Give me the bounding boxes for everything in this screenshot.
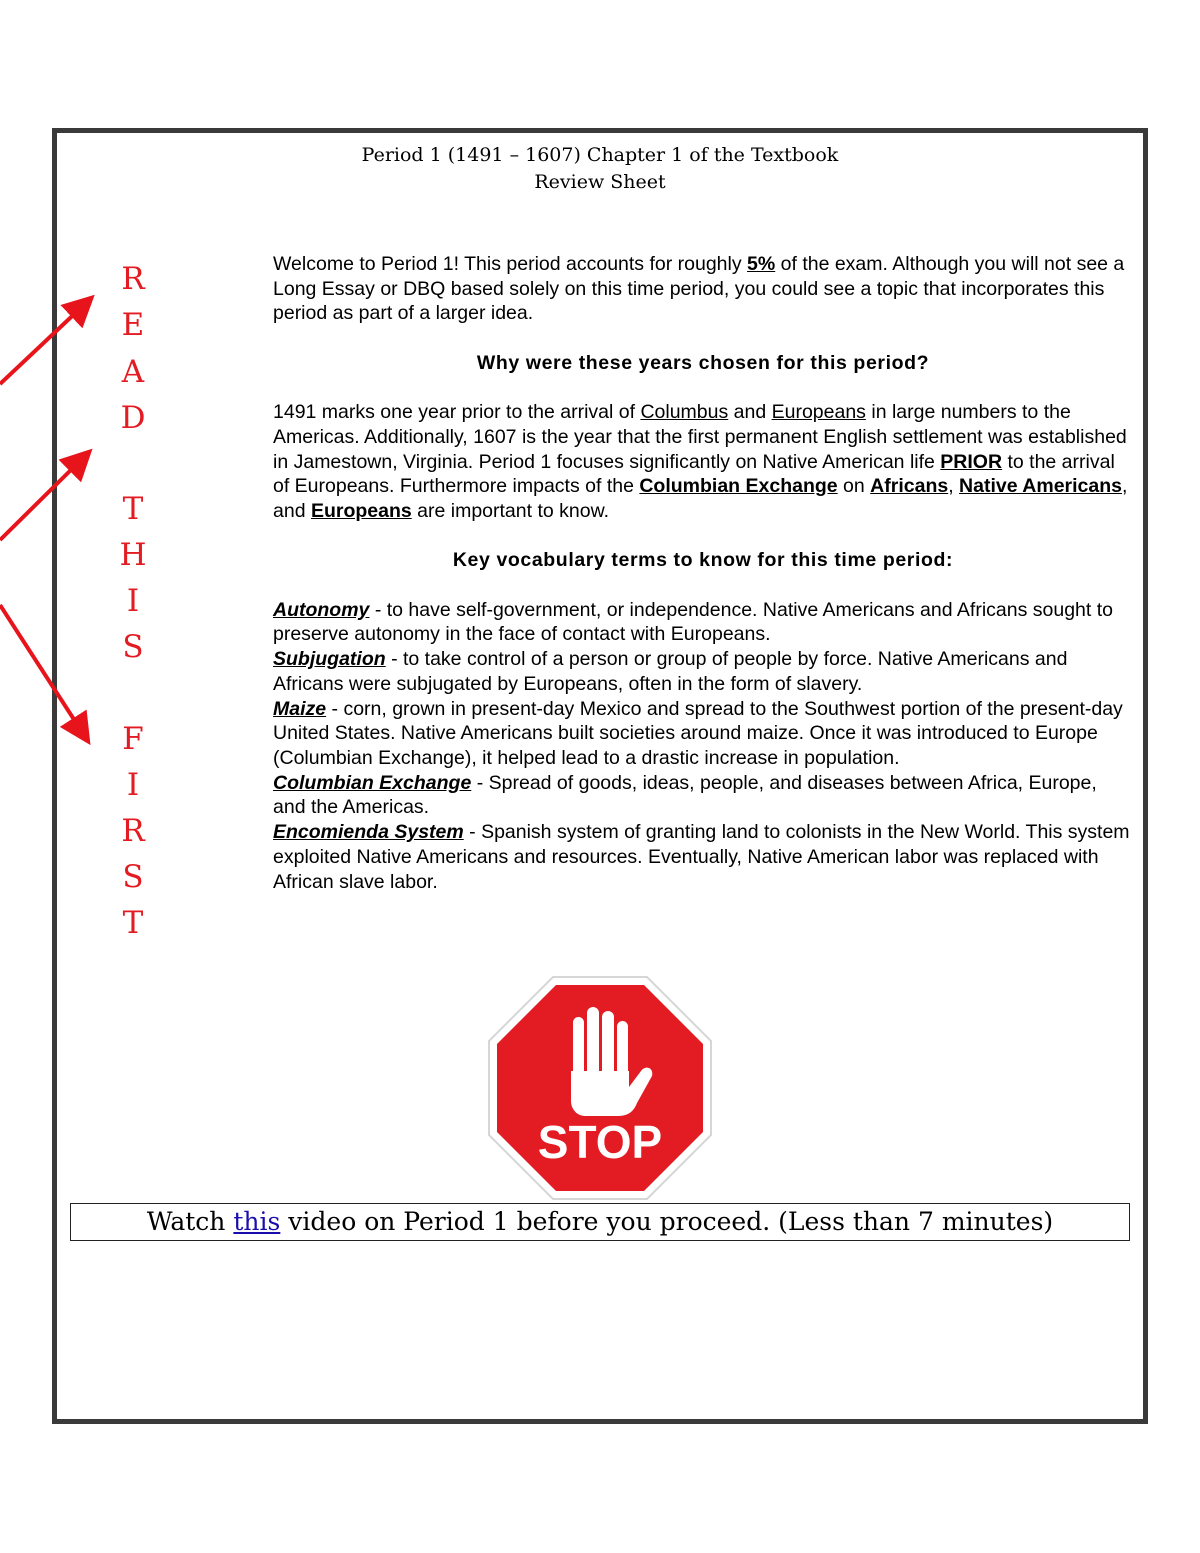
vocab-term: Columbian Exchange: [273, 771, 472, 794]
vocab-heading: Key vocabulary terms to know for this time period:: [452, 549, 954, 572]
exam-percent: 5%: [747, 253, 776, 275]
term-columbian-exchange: Columbian Exchange: [639, 475, 838, 498]
vocab-definition: - Spanish system of granting land to colonists in the New World. This system exploited Native Americans and resources. Eventually, Native American labor was replaced with African slave labor.: [273, 821, 1130, 893]
side-letter: T: [122, 905, 144, 941]
vocab-item: [273, 771, 1133, 820]
arrow-3: [0, 605, 84, 735]
red-arrows: [0, 0, 200, 760]
side-letter: S: [122, 629, 144, 665]
stop-text: STOP: [537, 1116, 663, 1168]
page-title: Period 1 (1491 – 1607) Chapter 1 of the Textbook: [361, 144, 839, 166]
vocab-term: Maize: [273, 697, 327, 720]
review-content: [273, 252, 1133, 894]
term-europeans-bold: Europeans: [310, 500, 412, 522]
page-subtitle: Review Sheet: [534, 171, 666, 193]
question-heading: Why were these years chosen for this period?: [476, 351, 930, 374]
term-columbus: Columbus: [640, 401, 729, 424]
intro-paragraph: Welcome to Period 1! This period accounts for roughly 5% of the exam. Although you will not see a Long Essay or DBQ based solely on this time period, you could see a topic that incorporates this period as part of a larger idea.: [273, 253, 1125, 325]
side-letter: R: [121, 813, 145, 849]
arrow-1: [0, 303, 86, 384]
term-native-americans: Native Americans: [959, 475, 1122, 498]
years-paragraph: 1491 marks one year prior to the arrival of Columbus and Europeans in large numbers to the Americas. Additionally, 1607 is the year that the first permanent English settlement was established in Jamestown, Virginia. Period 1 focuses significantly on Native American life PRIOR to the arrival of Europeans. Furthermore impacts of the Columbian Exchange on Africans, Native Americans, and Europeans are important to know.: [273, 401, 1128, 522]
side-letter: H: [119, 537, 147, 573]
side-letter: T: [122, 491, 144, 527]
side-letter: R: [121, 261, 145, 297]
side-letter: I: [126, 583, 140, 619]
stop-sign-icon: [487, 975, 713, 1201]
term-europeans: Europeans: [771, 401, 866, 424]
side-letter: D: [120, 400, 146, 436]
video-note-box: Watch this video on Period 1 before you proceed. (Less than 7 minutes): [70, 1203, 1130, 1241]
term-africans: Africans: [870, 475, 949, 498]
vocab-item: [273, 697, 1133, 771]
vocab-definition: - to take control of a person or group of people by force. Native Americans and Africans were subjugated by Europeans, often in the form of slavery.: [273, 648, 1068, 695]
vocab-definition: - corn, grown in present-day Mexico and spread to the Southwest portion of the present-day United States. Native Americans built societies around maize. Once it was introduced to Europe (Columbian Exchange), it helped lead to a drastic increase in population.: [273, 697, 1123, 769]
vocab-item: [273, 598, 1133, 647]
side-letter: E: [121, 307, 145, 343]
vocab-term: Subjugation: [273, 648, 386, 671]
side-letter: A: [121, 354, 145, 390]
vocab-term: Autonomy: [273, 598, 370, 621]
video-link[interactable]: this: [233, 1207, 281, 1236]
vocab-definition: - to have self-government, or independence. Native Americans and Africans sought to preserve autonomy in the face of contact with Europeans.: [273, 598, 1113, 646]
term-prior: PRIOR: [940, 450, 1003, 473]
vocab-term: Encomienda System: [273, 821, 464, 844]
vocab-definition: - Spread of goods, ideas, people, and diseases between Africa, Europe, and the Americas.: [273, 771, 1097, 819]
arrow-2: [0, 457, 84, 540]
side-letter: S: [122, 859, 144, 895]
side-letter: I: [126, 767, 140, 803]
side-letter: F: [122, 721, 144, 757]
vocab-item: [273, 647, 1133, 696]
vocab-item: [273, 820, 1133, 894]
